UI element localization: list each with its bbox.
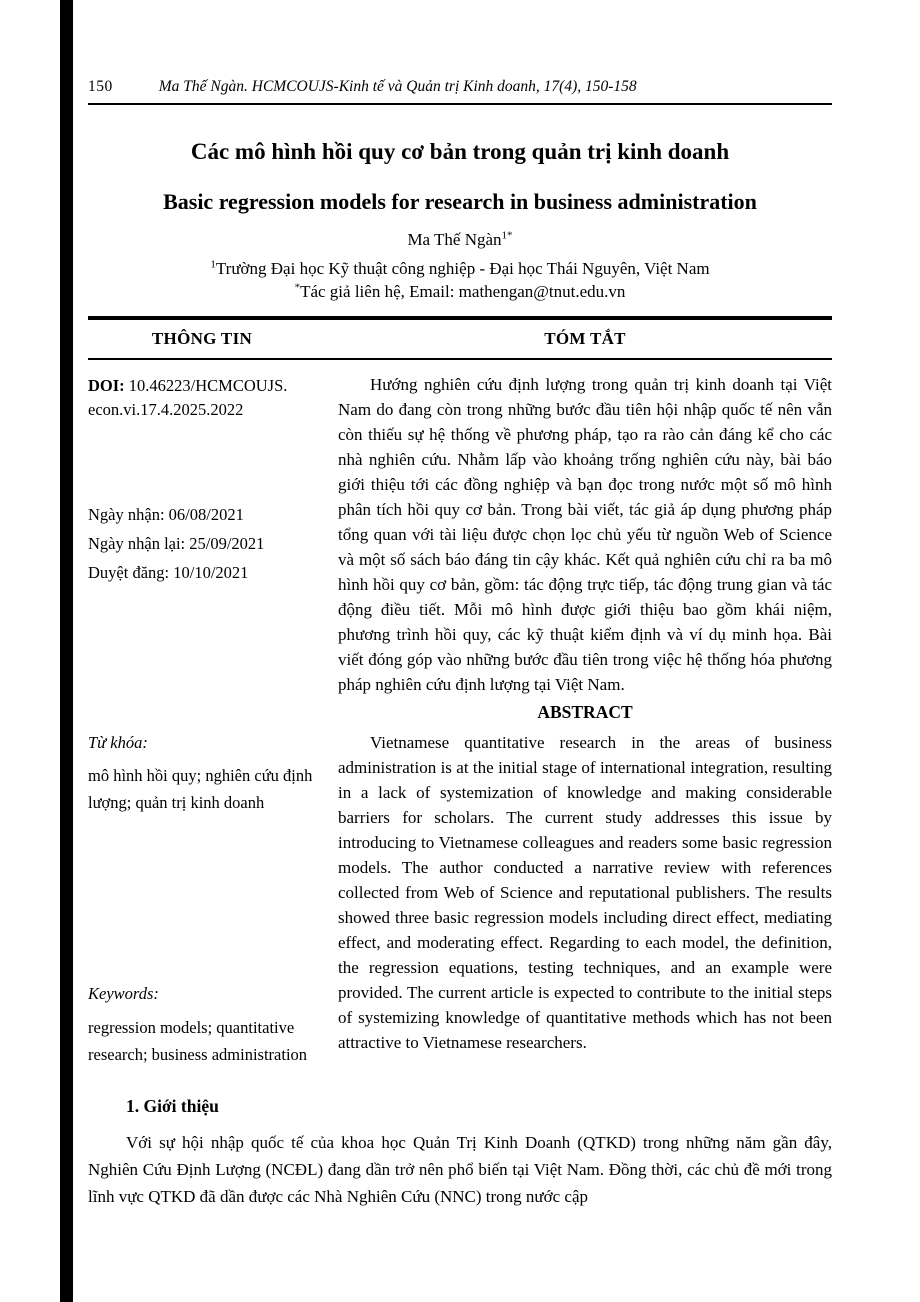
affiliation-superscript: 1: [210, 258, 216, 271]
affiliation-line: [88, 259, 832, 279]
page-content: [88, 0, 832, 1210]
article-title-en: Basic regression models for research in business administration: [163, 189, 757, 214]
section-heading-intro: 1. Giới thiệu: [126, 1096, 219, 1116]
doi-value-line1: 10.46223/HCMCOUJS.: [128, 376, 288, 395]
keywords-vi: mô hình hồi quy; nghiên cứu định lượng; quản trị kinh doanh: [88, 766, 313, 812]
info-column-heading: THÔNG TIN: [151, 329, 253, 348]
received-date: Ngày nhận: 06/08/2021: [88, 505, 244, 524]
article-title-vi: Các mô hình hồi quy cơ bản trong quản trị kinh doanh: [190, 139, 730, 164]
doi: [88, 374, 316, 422]
author-superscript: 1*: [501, 229, 513, 242]
article-dates: [88, 500, 316, 587]
left-margin-bar: [60, 0, 73, 1302]
running-title: Ma Thế Ngàn. HCMCOUJS-Kinh tế và Quản trị Kinh doanh, 17(4), 150-158: [158, 78, 637, 95]
contact-superscript: *: [294, 281, 301, 294]
affiliation-text: Trường Đại học Kỹ thuật công nghiệp - Đại học Thái Nguyên, Việt Nam: [215, 259, 710, 278]
abstract-column: [338, 360, 832, 1055]
keywords-en-label: Keywords:: [88, 984, 159, 1003]
accepted-date: Duyệt đăng: 10/10/2021: [88, 563, 249, 582]
abstract-en-heading: ABSTRACT: [537, 702, 633, 722]
contact-text: Tác giả liên hệ, Email: mathengan@tnut.edu.vn: [300, 282, 626, 301]
revised-date: Ngày nhận lại: 25/09/2021: [88, 534, 265, 553]
two-column-block: [88, 360, 832, 1068]
contact-line: [88, 282, 832, 302]
doi-value-line2: econ.vi.17.4.2025.2022: [88, 400, 244, 419]
author-line: [88, 230, 832, 250]
author-name: Ma Thế Ngàn: [407, 230, 502, 249]
info-column: [88, 360, 316, 1068]
page-number: 150: [88, 78, 113, 95]
keywords-vi-label: Từ khóa:: [88, 733, 148, 752]
abstract-en-text: Vietnamese quantitative research in the areas of business administration is at the initial stage of international integration, resulting in a lack of systemization of knowledge and making considerable barriers for scholars. The current study addresses this issue by introducing to Vietnamese colleagues and readers some basic regression models. The author conducted a narrative review with references collected from Web of Science and reputational publishers. The results showed three basic regression models including direct effect, mediating effect, and moderating effect. Regarding to each model, the definition, the regression equations, testing techniques, and an example were provided. The current article is expected to contribute to the initial steps of systemizing knowledge of quantitative methods which has not been attractive to Vietnamese researchers.: [338, 733, 832, 1052]
column-headers: [88, 320, 832, 358]
abstract-vi-heading: TÓM TẮT: [544, 329, 626, 348]
keywords-en: regression models; quantitative research; business administration: [88, 1018, 308, 1064]
abstract-vi-text: Hướng nghiên cứu định lượng trong quản trị kinh doanh tại Việt Nam do đang còn trong những bước đầu tiên hội nhập quốc tế nên vẫn còn thiếu sự hệ thống về phương pháp, tạo ra rào cản đáng kể cho các nhà nghiên cứu. Nhằm lấp vào khoảng trống nghiên cứu này, bài báo giới thiệu tới các đồng nghiệp và bạn đọc trong nước một số mô hình phân tích hồi quy cơ bản. Trong bài viết, tác giả áp dụng phương pháp tổng quan với tài liệu được chọn lọc chủ yếu từ nguồn Web of Science và một số sách báo đáng tin cậy khác. Kết quả nghiên cứu chỉ ra ba mô hình hồi quy cơ bản, gồm: tác động trực tiếp, tác động trung gian và tác động điều tiết. Mỗi mô hình được giới thiệu bao gồm khái niệm, phương trình hồi quy, các kỹ thuật kiểm định và ví dụ minh họa. Bài viết đóng góp vào những bước đầu tiên trong việc hệ thống hóa phương pháp nghiên cứu định lượng tại Việt Nam.: [338, 375, 832, 694]
intro-paragraph: Với sự hội nhập quốc tế của khoa học Quản Trị Kinh Doanh (QTKD) trong những năm gần đây, Nghiên Cứu Định Lượng (NCĐL) đang dần trở nên phổ biến tại Việt Nam. Đồng thời, các chủ đề mới trong lĩnh vực QTKD đã dần được các Nhà Nghiên Cứu (NNC) trong nước cập: [88, 1133, 832, 1206]
doi-label: DOI:: [88, 376, 125, 395]
running-header: [88, 78, 832, 105]
